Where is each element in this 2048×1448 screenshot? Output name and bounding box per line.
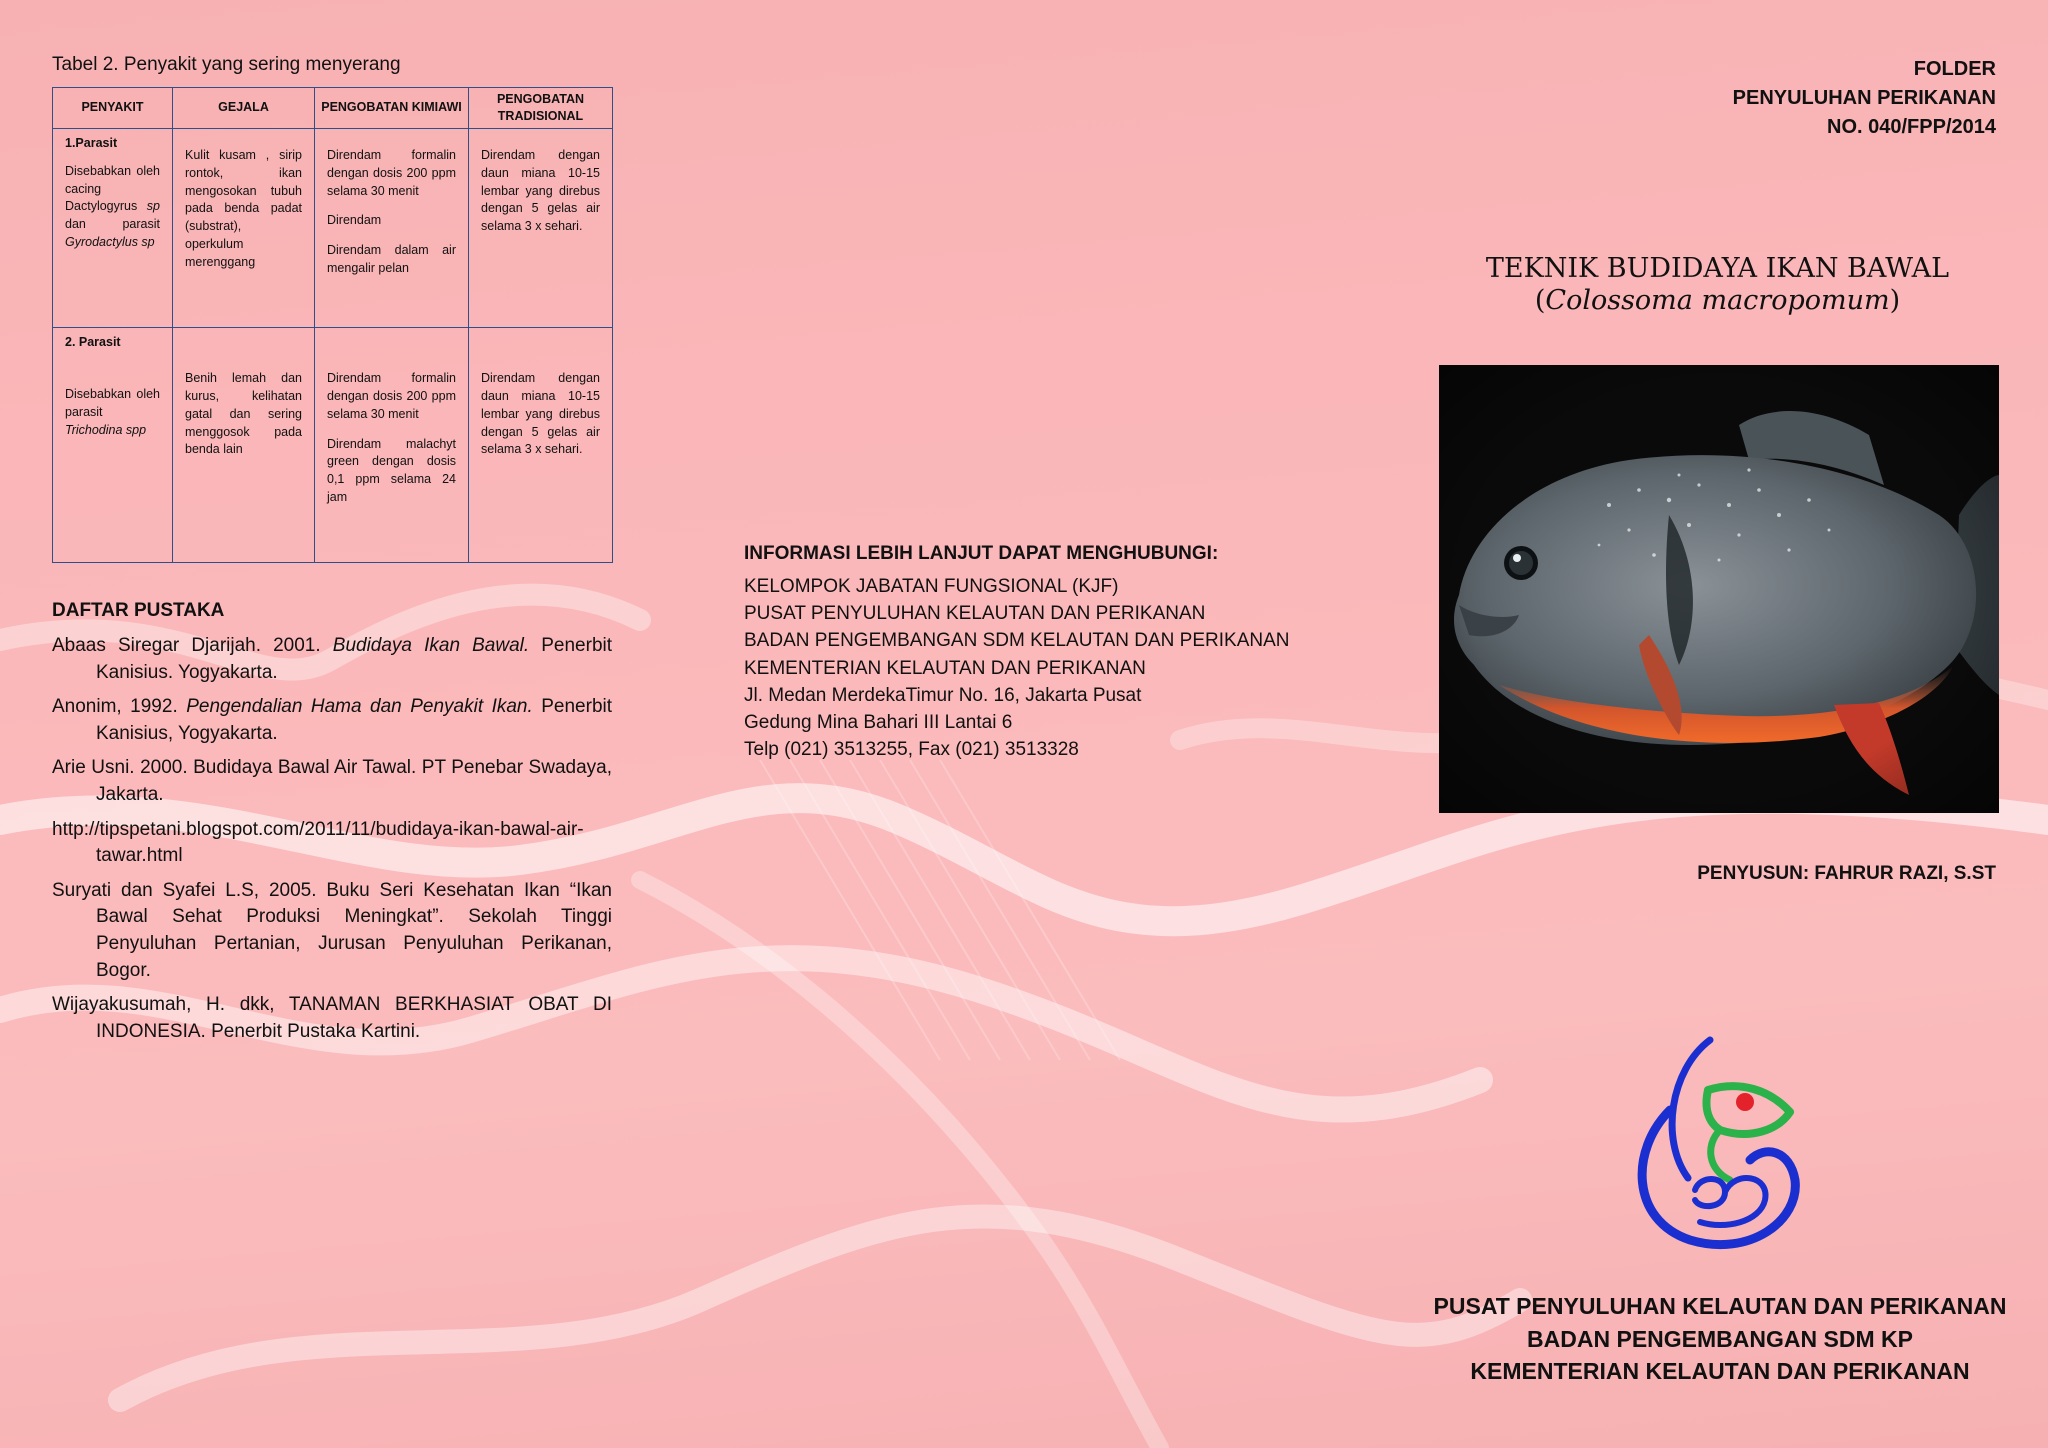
kkp-fish-logo — [1600, 1030, 1820, 1260]
cell-kimiawi: Direndam formalin dengan dosis 200 ppm selama 30 menit Direndam Direndam dalam air mengalir pelan — [315, 129, 469, 328]
author-credit: PENYUSUN: FAHRUR RAZI, S.ST — [1697, 863, 1996, 884]
folder-label: FOLDER — [1913, 58, 1996, 80]
contact-line: PUSAT PENYULUHAN KELAUTAN DAN PERIKANAN — [744, 603, 1206, 625]
references-title: DAFTAR PUSTAKA — [52, 600, 225, 621]
contact-address: Jl. Medan MerdekaTimur No. 16, Jakarta Pusat — [744, 684, 1142, 706]
organization-block — [1420, 1290, 2020, 1388]
folder-series: PENYULUHAN PERIKANAN — [1732, 87, 1996, 109]
cover-title — [1440, 253, 1995, 318]
org-line: BADAN PENGEMBANGAN SDM KP — [1527, 1325, 1913, 1352]
section-label: 2. Parasit — [65, 335, 121, 350]
contact-block — [744, 540, 1344, 763]
cell-tradisional: Direndam dengan daun miana 10-15 lembar yang direbus dengan 5 gelas air selama 3 x sehari. — [469, 328, 613, 563]
penyakit-text: Disebabkan oleh cacing Dactylogyrus sp dan parasit Gyrodactylus sp — [65, 163, 160, 249]
section-label: 1.Parasit — [65, 136, 118, 150]
table-row — [53, 328, 613, 563]
org-line: PUSAT PENYULUHAN KELAUTAN DAN PERIKANAN — [1433, 1293, 2007, 1319]
contact-line: KELOMPOK JABATAN FUNGSIONAL (KJF) — [744, 576, 1119, 598]
cell-gejala: Benih lemah dan kurus, kelihatan gatal dan sering menggosok pada benda lain — [173, 328, 315, 563]
species-name: (Colossoma macropomum) — [1534, 285, 1901, 317]
contact-phone: Telp (021) 3513255, Fax (021) 3513328 — [744, 739, 1079, 761]
reference-item: Suryati dan Syafei L.S, 2005. Buku Seri Kesehatan Ikan “Ikan Bawal Sehat Produksi Meningkat”. Sekolah Tinggi Penyuluhan Pertanian, Jurusan Penyuluhan Perikanan, Bogor. — [52, 879, 612, 981]
table-caption: Tabel 2. Penyakit yang sering menyerang — [52, 54, 401, 75]
reference-link[interactable]: http://tipspetani.blogspot.com/2011/11/budidaya-ikan-bawal-air-tawar.html — [52, 818, 584, 867]
cell-tradisional: Direndam dengan daun miana 10-15 lembar yang direbus dengan 5 gelas air selama 3 x sehari. — [469, 129, 613, 328]
reference-item: Anonim, 1992. Pengendalian Hama dan Penyakit Ikan. Penerbit Kanisius, Yogyakarta. — [52, 696, 613, 744]
cell-kimiawi: Direndam formalin dengan dosis 200 ppm selama 30 menit Direndam malachyt green dengan dosis 0,1 ppm selama 24 jam — [315, 328, 469, 563]
folder-heading — [1733, 55, 1996, 142]
penyakit-text: Disebabkan oleh parasit Trichodina spp — [65, 387, 160, 437]
contact-line: KEMENTERIAN KELAUTAN DAN PERIKANAN — [744, 657, 1146, 679]
header-penyakit: PENYAKIT — [53, 88, 173, 129]
table-header-row — [53, 88, 613, 129]
cell-gejala: Kulit kusam , sirip rontok, ikan mengosokan tubuh pada benda padat (substrat), operkulum merenggang — [173, 129, 315, 328]
fish-photo — [1439, 365, 1999, 813]
disease-table — [52, 87, 613, 563]
folder-number: NO. 040/FPP/2014 — [1827, 116, 1996, 138]
table-row — [53, 129, 613, 328]
contact-title: INFORMASI LEBIH LANJUT DAPAT MENGHUBUNGI: — [744, 543, 1219, 564]
org-line: KEMENTERIAN KELAUTAN DAN PERIKANAN — [1470, 1358, 1970, 1385]
contact-line: BADAN PENGEMBANGAN SDM KELAUTAN DAN PERIKANAN — [744, 630, 1290, 652]
cell-penyakit — [53, 129, 173, 328]
reference-item: Arie Usni. 2000. Budidaya Bawal Air Tawal. PT Penebar Swadaya, Jakarta. — [52, 757, 612, 805]
contact-building: Gedung Mina Bahari III Lantai 6 — [744, 711, 1013, 733]
reference-item: Wijayakusumah, H. dkk, TANAMAN BERKHASIAT OBAT DI INDONESIA. Penerbit Pustaka Kartini. — [52, 994, 612, 1042]
header-gejala: GEJALA — [173, 88, 315, 129]
main-title: TEKNIK BUDIDAYA IKAN BAWAL — [1485, 253, 1950, 284]
reference-item: Abaas Siregar Djarijah. 2001. Budidaya Ikan Bawal. Penerbit Kanisius. Yogyakarta. — [52, 635, 613, 683]
header-pengobatan-tradisional: PENGOBATAN TRADISIONAL — [469, 88, 613, 129]
references-list — [52, 633, 612, 1053]
cell-penyakit — [53, 328, 173, 563]
header-pengobatan-kimiawi: PENGOBATAN KIMIAWI — [315, 88, 469, 129]
